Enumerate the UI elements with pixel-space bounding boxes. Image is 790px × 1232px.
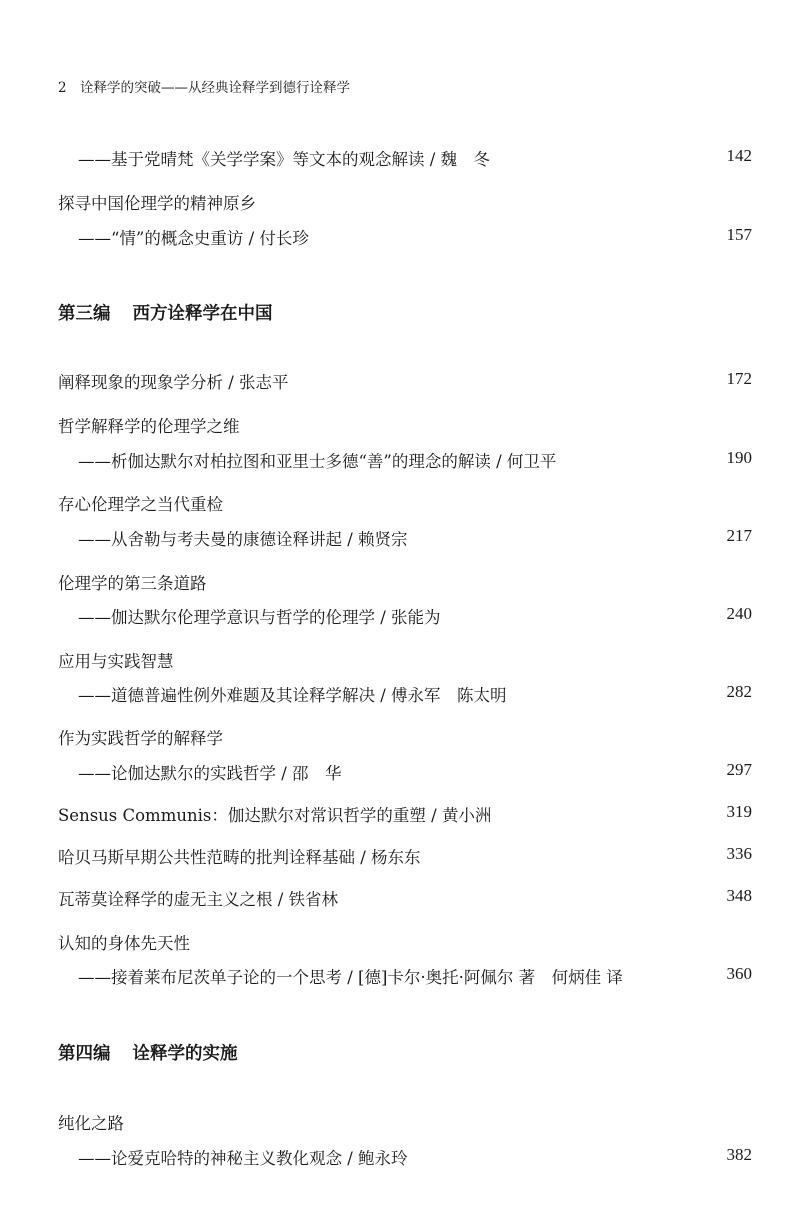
section-title: 诠释学的实施 — [132, 1044, 238, 1064]
toc-entry-page: 240 — [726, 604, 752, 623]
header-book-title: 诠释学的突破——从经典诠释学到德行诠释学 — [80, 80, 350, 96]
toc-entry[interactable] — [58, 570, 752, 594]
toc-entry-text: ——伽达默尔伦理学意识与哲学的伦理学 / 张能为 — [78, 608, 441, 627]
toc-entry-text: 作为实践哲学的解释学 — [58, 729, 223, 748]
toc-entry[interactable] — [58, 886, 752, 910]
toc-entry-text: 哲学解释学的伦理学之维 — [58, 417, 240, 436]
toc-entry[interactable] — [78, 526, 752, 550]
toc-entry[interactable] — [78, 1145, 752, 1169]
toc-entry-text: ——“情”的概念史重访 / 付长珍 — [78, 229, 309, 248]
section-heading-fourth — [58, 1040, 238, 1065]
toc-entry[interactable] — [58, 930, 752, 954]
toc-entry[interactable] — [58, 648, 752, 672]
toc-entry-page: 157 — [726, 225, 752, 244]
toc-entry[interactable] — [78, 604, 752, 628]
toc-entry[interactable] — [58, 844, 752, 868]
toc-entry[interactable] — [58, 190, 752, 214]
toc-entry-text: ——接着莱布尼茨单子论的一个思考 / [德]卡尔·奥托·阿佩尔 著 何炳佳 译 — [78, 968, 623, 987]
toc-entry-text: 伦理学的第三条道路 — [58, 574, 207, 593]
toc-entry[interactable] — [78, 146, 752, 170]
section-label: 第四编 — [58, 1044, 111, 1064]
toc-entry-page: 360 — [726, 964, 752, 983]
toc-entry[interactable] — [58, 802, 752, 826]
toc-entry-page: 382 — [726, 1145, 752, 1164]
toc-entry-text: 纯化之路 — [58, 1114, 124, 1133]
toc-entry[interactable] — [58, 725, 752, 749]
toc-entry-text: 阐释现象的现象学分析 / 张志平 — [58, 373, 289, 392]
toc-entry-text: ——析伽达默尔对柏拉图和亚里士多德“善”的理念的解读 / 何卫平 — [78, 452, 557, 471]
toc-entry-page: 282 — [726, 682, 752, 701]
toc-entry-page: 336 — [726, 844, 752, 863]
toc-entry-text: 认知的身体先天性 — [58, 934, 190, 953]
toc-entry-page: 217 — [726, 526, 752, 545]
toc-entry-page: 319 — [726, 802, 752, 821]
toc-entry-text: 瓦蒂莫诠释学的虚无主义之根 / 铁省林 — [58, 890, 339, 909]
toc-entry-text: 存心伦理学之当代重检 — [58, 495, 223, 514]
toc-entry-text: ——基于党晴梵《关学学案》等文本的观念解读 / 魏 冬 — [78, 150, 491, 169]
toc-entry-text: 应用与实践智慧 — [58, 652, 174, 671]
toc-entry[interactable] — [58, 369, 752, 393]
running-header — [58, 76, 350, 96]
toc-entry[interactable] — [78, 760, 752, 784]
toc-entry-page: 190 — [726, 448, 752, 467]
toc-entry[interactable] — [58, 413, 752, 437]
header-page-number: 2 — [58, 80, 67, 96]
toc-entry-text: Sensus Communis：伽达默尔对常识哲学的重塑 / 黄小洲 — [58, 806, 492, 825]
toc-entry-page: 297 — [726, 760, 752, 779]
toc-entry[interactable] — [78, 448, 752, 472]
toc-entry-text: ——论爱克哈特的神秘主义教化观念 / 鲍永玲 — [78, 1149, 408, 1168]
toc-entry-page: 142 — [726, 146, 752, 165]
toc-entry-text: ——道德普遍性例外难题及其诠释学解决 / 傅永军 陈太明 — [78, 686, 507, 705]
toc-entry-page: 172 — [726, 369, 752, 388]
section-label: 第三编 — [58, 304, 111, 324]
toc-entry[interactable] — [78, 682, 752, 706]
toc-entry[interactable] — [78, 964, 752, 988]
section-heading-third — [58, 300, 273, 325]
toc-entry-text: 探寻中国伦理学的精神原乡 — [58, 194, 256, 213]
toc-entry-page: 348 — [726, 886, 752, 905]
toc-entry-text: ——论伽达默尔的实践哲学 / 邵 华 — [78, 764, 342, 783]
toc-entry-text: ——从舍勒与考夫曼的康德诠释讲起 / 赖贤宗 — [78, 530, 408, 549]
toc-entry[interactable] — [78, 225, 752, 249]
section-title: 西方诠释学在中国 — [132, 304, 273, 324]
toc-entry[interactable] — [58, 491, 752, 515]
toc-entry[interactable] — [58, 1110, 752, 1134]
toc-entry-text: 哈贝马斯早期公共性范畴的批判诠释基础 / 杨东东 — [58, 848, 421, 867]
